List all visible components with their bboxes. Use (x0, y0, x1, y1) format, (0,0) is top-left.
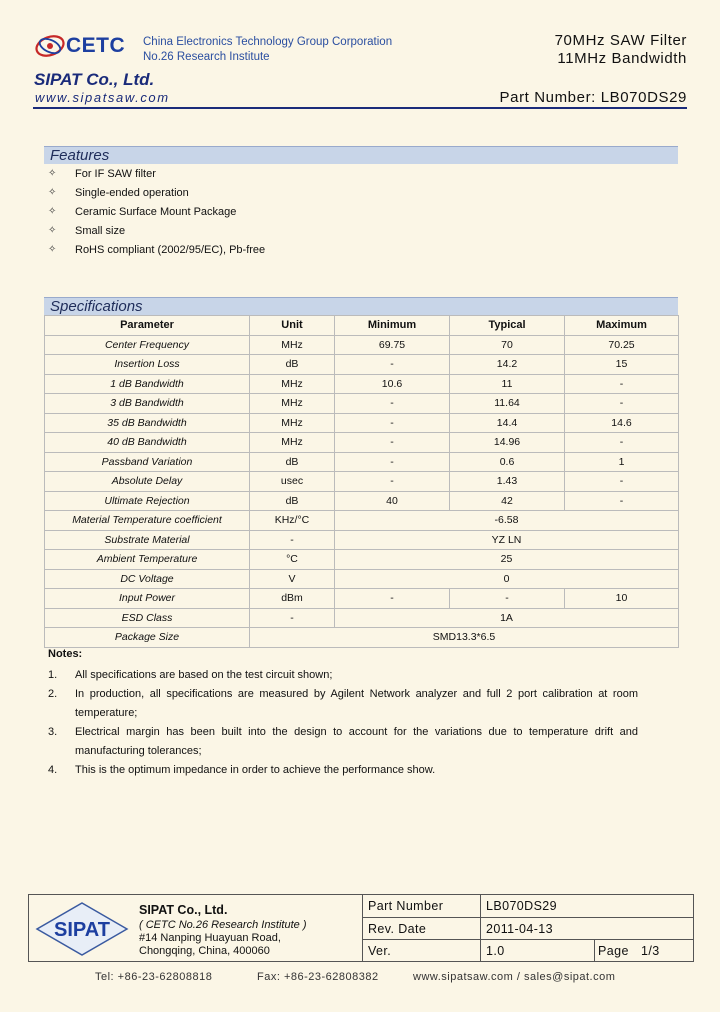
table-cell: 70.25 (565, 335, 679, 355)
table-cell: SMD13.3*6.5 (250, 628, 679, 648)
bullet-icon: ✧ (48, 206, 57, 217)
company-name: SIPAT Co., Ltd. (34, 70, 155, 89)
note-item (48, 685, 638, 723)
bullet-icon: ✧ (48, 187, 57, 198)
footer-institute: ( CETC No.26 Research Institute ) (139, 919, 307, 931)
table-cell: 11.64 (450, 394, 565, 414)
table-cell: dB (250, 491, 335, 511)
table-cell: - (335, 589, 450, 609)
table-cell: dB (250, 452, 335, 472)
table-cell: 11 (450, 374, 565, 394)
table-cell: 14.6 (565, 413, 679, 433)
feature-item (48, 166, 265, 185)
footer-box (28, 894, 694, 962)
note-text: This is the optimum impedance in order to achieve the performance show. (75, 764, 436, 776)
header-unit: Unit (250, 316, 335, 336)
footer-divider (480, 895, 481, 961)
table-cell: 15 (565, 355, 679, 375)
table-cell: 14.96 (450, 433, 565, 453)
header-parameter: Parameter (45, 316, 250, 336)
table-cell: - (565, 374, 679, 394)
table-cell: 40 (335, 491, 450, 511)
header-minimum: Minimum (335, 316, 450, 336)
table-cell: 1.43 (450, 472, 565, 492)
specifications-heading: Specifications (44, 297, 678, 315)
table-cell: Material Temperature coefficient (45, 511, 250, 531)
table-cell: 69.75 (335, 335, 450, 355)
product-title-line2: 11MHz Bandwidth (557, 50, 687, 67)
table-cell: 1 (565, 452, 679, 472)
table-cell: Ultimate Rejection (45, 491, 250, 511)
corp-name-line1: China Electronics Technology Group Corporation (143, 36, 393, 48)
notes-title: Notes: (48, 648, 83, 660)
footer-web-email[interactable]: www.sipatsaw.com / sales@sipat.com (413, 971, 616, 983)
table-cell: - (335, 472, 450, 492)
table-row (45, 550, 679, 570)
table-cell: 42 (450, 491, 565, 511)
table-row (45, 511, 679, 531)
footer-ver-value: 1.0 (486, 944, 505, 958)
note-text: All specifications are based on the test circuit shown; (75, 669, 333, 681)
table-cell: 10 (565, 589, 679, 609)
note-number: 4. (48, 764, 58, 776)
footer-part-value: LB070DS29 (486, 899, 558, 913)
footer-divider (362, 895, 363, 961)
notes-list (48, 666, 638, 780)
table-cell: Substrate Material (45, 530, 250, 550)
feature-text: Single-ended operation (75, 187, 189, 199)
table-row (45, 472, 679, 492)
table-cell: 0.6 (450, 452, 565, 472)
bullet-icon: ✧ (48, 244, 57, 255)
footer-page-label: Page (598, 944, 629, 958)
table-cell: - (450, 589, 565, 609)
table-cell: - (250, 530, 335, 550)
table-cell: Passband Variation (45, 452, 250, 472)
table-row (45, 413, 679, 433)
footer-divider (594, 939, 595, 961)
table-cell: 14.2 (450, 355, 565, 375)
table-header-row (45, 316, 679, 336)
footer-row-divider (362, 917, 693, 918)
table-cell: 70 (450, 335, 565, 355)
table-row (45, 433, 679, 453)
table-row (45, 569, 679, 589)
table-row (45, 355, 679, 375)
footer-rev-label: Rev. Date (368, 922, 427, 936)
table-cell: - (565, 472, 679, 492)
table-cell: dBm (250, 589, 335, 609)
table-row (45, 452, 679, 472)
table-cell: Ambient Temperature (45, 550, 250, 570)
feature-text: Small size (75, 225, 126, 237)
note-item (48, 666, 638, 685)
footer-tel: Tel: +86-23-62808818 (95, 971, 213, 983)
table-cell: MHz (250, 335, 335, 355)
note-item (48, 761, 638, 780)
sipat-logo-icon (35, 901, 129, 957)
table-cell: °C (250, 550, 335, 570)
table-cell: - (250, 608, 335, 628)
header-maximum: Maximum (565, 316, 679, 336)
table-cell: 14.4 (450, 413, 565, 433)
features-list (48, 166, 265, 261)
table-cell: 0 (335, 569, 679, 589)
table-cell: Insertion Loss (45, 355, 250, 375)
table-cell: Absolute Delay (45, 472, 250, 492)
specifications-table (44, 315, 679, 648)
table-row (45, 491, 679, 511)
table-cell: MHz (250, 374, 335, 394)
table-row (45, 335, 679, 355)
table-cell: MHz (250, 413, 335, 433)
footer-part-label: Part Number (368, 899, 444, 913)
table-cell: YZ LN (335, 530, 679, 550)
table-row (45, 394, 679, 414)
table-cell: 1A (335, 608, 679, 628)
table-cell: dB (250, 355, 335, 375)
footer-company: SIPAT Co., Ltd. (139, 903, 228, 917)
table-row (45, 374, 679, 394)
table-cell: - (335, 355, 450, 375)
product-title-line1: 70MHz SAW Filter (554, 32, 687, 49)
table-cell: KHz/°C (250, 511, 335, 531)
table-cell: - (335, 394, 450, 414)
corp-name-line2: No.26 Research Institute (143, 51, 270, 63)
table-row (45, 589, 679, 609)
table-cell: 1 dB Bandwidth (45, 374, 250, 394)
features-heading: Features (44, 146, 678, 164)
cetc-logo-text: CETC (66, 34, 126, 57)
table-cell: 40 dB Bandwidth (45, 433, 250, 453)
part-number-header: Part Number: LB070DS29 (499, 89, 687, 106)
table-cell: - (565, 433, 679, 453)
table-cell: 3 dB Bandwidth (45, 394, 250, 414)
table-cell: Input Power (45, 589, 250, 609)
table-cell: - (335, 452, 450, 472)
note-number: 3. (48, 726, 58, 738)
sipat-logo-text: SIPAT (54, 919, 110, 941)
note-number: 1. (48, 669, 58, 681)
table-cell: ESD Class (45, 608, 250, 628)
table-cell: usec (250, 472, 335, 492)
table-cell: Center Frequency (45, 335, 250, 355)
footer-page-value: 1/3 (641, 944, 660, 958)
note-text: Electrical margin has been built into the design to account for the variations due to temperature drift and manufacturing tolerances; (75, 726, 638, 757)
bullet-icon: ✧ (48, 225, 57, 236)
header-divider (33, 107, 687, 109)
table-cell: Package Size (45, 628, 250, 648)
feature-item (48, 185, 265, 204)
note-item (48, 723, 638, 761)
table-cell: - (335, 433, 450, 453)
table-cell: - (565, 394, 679, 414)
footer-fax: Fax: +86-23-62808382 (257, 971, 379, 983)
footer-address-line2: Chongqing, China, 400060 (139, 945, 270, 957)
table-cell: - (565, 491, 679, 511)
table-row (45, 608, 679, 628)
table-cell: -6.58 (335, 511, 679, 531)
header-typical: Typical (450, 316, 565, 336)
table-cell: - (335, 413, 450, 433)
table-cell: 35 dB Bandwidth (45, 413, 250, 433)
table-cell: 10.6 (335, 374, 450, 394)
table-cell: 25 (335, 550, 679, 570)
table-cell: MHz (250, 433, 335, 453)
feature-text: Ceramic Surface Mount Package (75, 206, 237, 218)
feature-text: RoHS compliant (2002/95/EC), Pb-free (75, 244, 266, 256)
footer-ver-label: Ver. (368, 944, 392, 958)
footer-row-divider (362, 939, 693, 940)
table-cell: DC Voltage (45, 569, 250, 589)
website-link[interactable]: www.sipatsaw.com (35, 90, 170, 105)
feature-item (48, 223, 265, 242)
feature-text: For IF SAW filter (75, 168, 156, 180)
bullet-icon: ✧ (48, 168, 57, 179)
footer-address-line1: #14 Nanping Huayuan Road, (139, 932, 281, 944)
footer-rev-value: 2011-04-13 (486, 922, 554, 936)
table-row (45, 530, 679, 550)
note-text: In production, all specifications are measured by Agilent Network analyzer and full 2 port calibration at room temperature; (75, 688, 638, 719)
feature-item (48, 204, 265, 223)
feature-item (48, 242, 265, 261)
table-cell: V (250, 569, 335, 589)
table-cell: MHz (250, 394, 335, 414)
note-number: 2. (48, 688, 58, 700)
table-row (45, 628, 679, 648)
